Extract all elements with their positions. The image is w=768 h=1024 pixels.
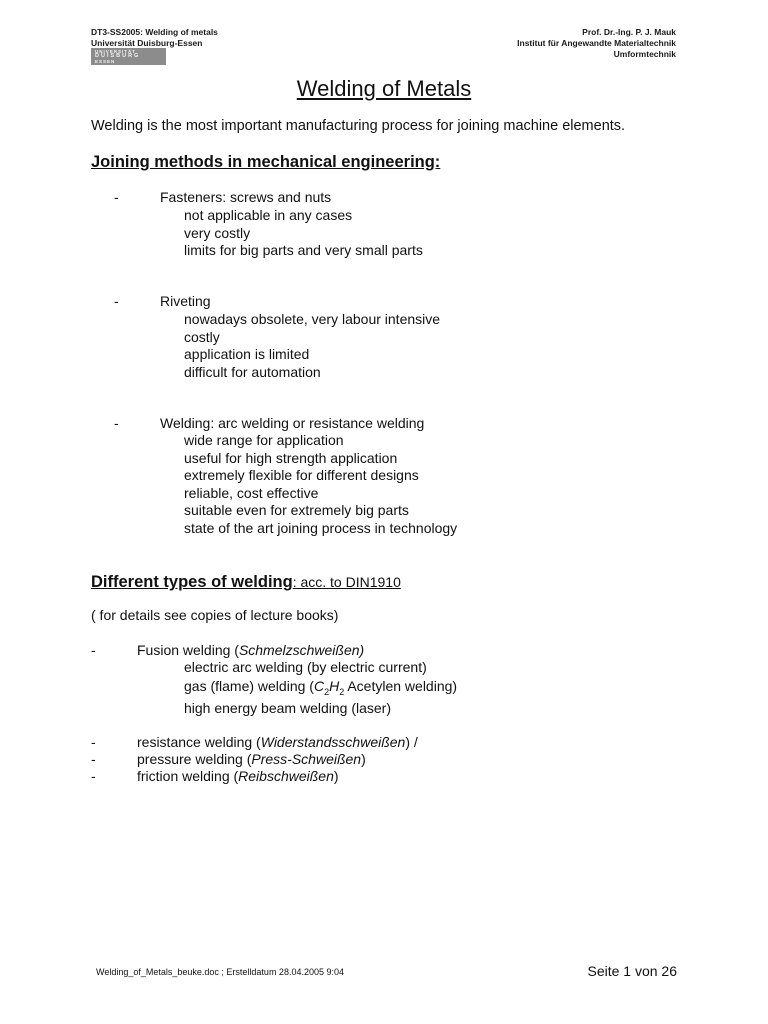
intro-paragraph: Welding is the most important manufacturing process for joining machine elements. <box>91 118 626 134</box>
group-title-riveting: Riveting <box>160 293 211 309</box>
group-items-welding <box>184 432 457 538</box>
department-name: Umformtechnik <box>613 49 676 59</box>
list-item: extremely flexible for different designs <box>184 467 419 484</box>
lecture-note: ( for details see copies of lecture books) <box>91 607 339 623</box>
list-item: state of the art joining process in technology <box>184 519 458 536</box>
list-dash: - <box>114 415 119 431</box>
list-item: reliable, cost effective <box>184 484 319 501</box>
list-item: very costly <box>184 224 251 241</box>
group-items-riveting <box>184 311 440 381</box>
list-dash: - <box>91 768 96 784</box>
list-item: difficult for automation <box>184 363 321 380</box>
professor-name: Prof. Dr.-Ing. P. J. Mauk <box>582 27 676 37</box>
page-title: Welding of Metals <box>296 76 472 101</box>
group-items-fasteners <box>184 207 423 260</box>
list-item: limits for big parts and very small parts <box>184 242 423 259</box>
header-right <box>517 27 676 60</box>
list-dash: - <box>114 293 119 309</box>
pressure-welding-item: pressure welding (Press-Schweißen) <box>137 751 366 767</box>
university-logo: UNIVERSITÄT DUISBURG ESSEN <box>91 48 166 65</box>
section-heading-types <box>91 573 401 592</box>
fusion-welding-title: Fusion welding (Schmelzschweißen) <box>137 642 365 658</box>
list-dash: - <box>91 751 96 767</box>
institute-name: Institut für Angewandte Materialtechnik <box>517 38 676 48</box>
list-item: suitable even for extremely big parts <box>184 502 409 519</box>
list-item: wide range for application <box>184 432 344 448</box>
section-heading-types-bold: Different types of welding <box>91 573 293 591</box>
footer-page-number: Seite 1 von 26 <box>587 963 677 979</box>
university-name: Universität Duisburg-Essen <box>91 38 203 48</box>
fusion-item-beam: high energy beam welding (laser) <box>184 700 391 716</box>
list-item: nowadays obsolete, very labour intensive <box>184 311 441 327</box>
list-item: useful for high strength application <box>184 449 398 466</box>
fusion-item-arc: electric arc welding (by electric current) <box>184 659 427 675</box>
fusion-item-gas: gas (flame) welding ($C_2H_2$ Acetylen welding) <box>184 678 458 697</box>
list-item: application is limited <box>184 346 310 363</box>
header-left <box>91 27 218 49</box>
friction-welding-item: friction welding (Reibschweißen) <box>137 768 339 784</box>
list-item: costly <box>184 328 220 345</box>
group-title-welding: Welding: arc welding or resistance welding <box>160 415 425 431</box>
list-dash: - <box>91 642 96 658</box>
list-item: not applicable in any cases <box>184 207 353 223</box>
group-title-fasteners: Fasteners: screws and nuts <box>160 189 332 205</box>
list-dash: - <box>91 734 96 750</box>
section-heading-types-rest: : acc. to DIN1910 <box>292 574 401 590</box>
footer-document-info: Welding_of_Metals_beuke.doc ; Erstelldatum 28.04.2005 9:04 <box>96 967 344 977</box>
section-heading-joining: Joining methods in mechanical engineering: <box>91 153 441 171</box>
resistance-welding-item: resistance welding (Widerstandsschweißen) / <box>137 734 418 750</box>
course-title: DT3-SS2005: Welding of metals <box>91 27 218 37</box>
list-dash: - <box>114 189 119 205</box>
